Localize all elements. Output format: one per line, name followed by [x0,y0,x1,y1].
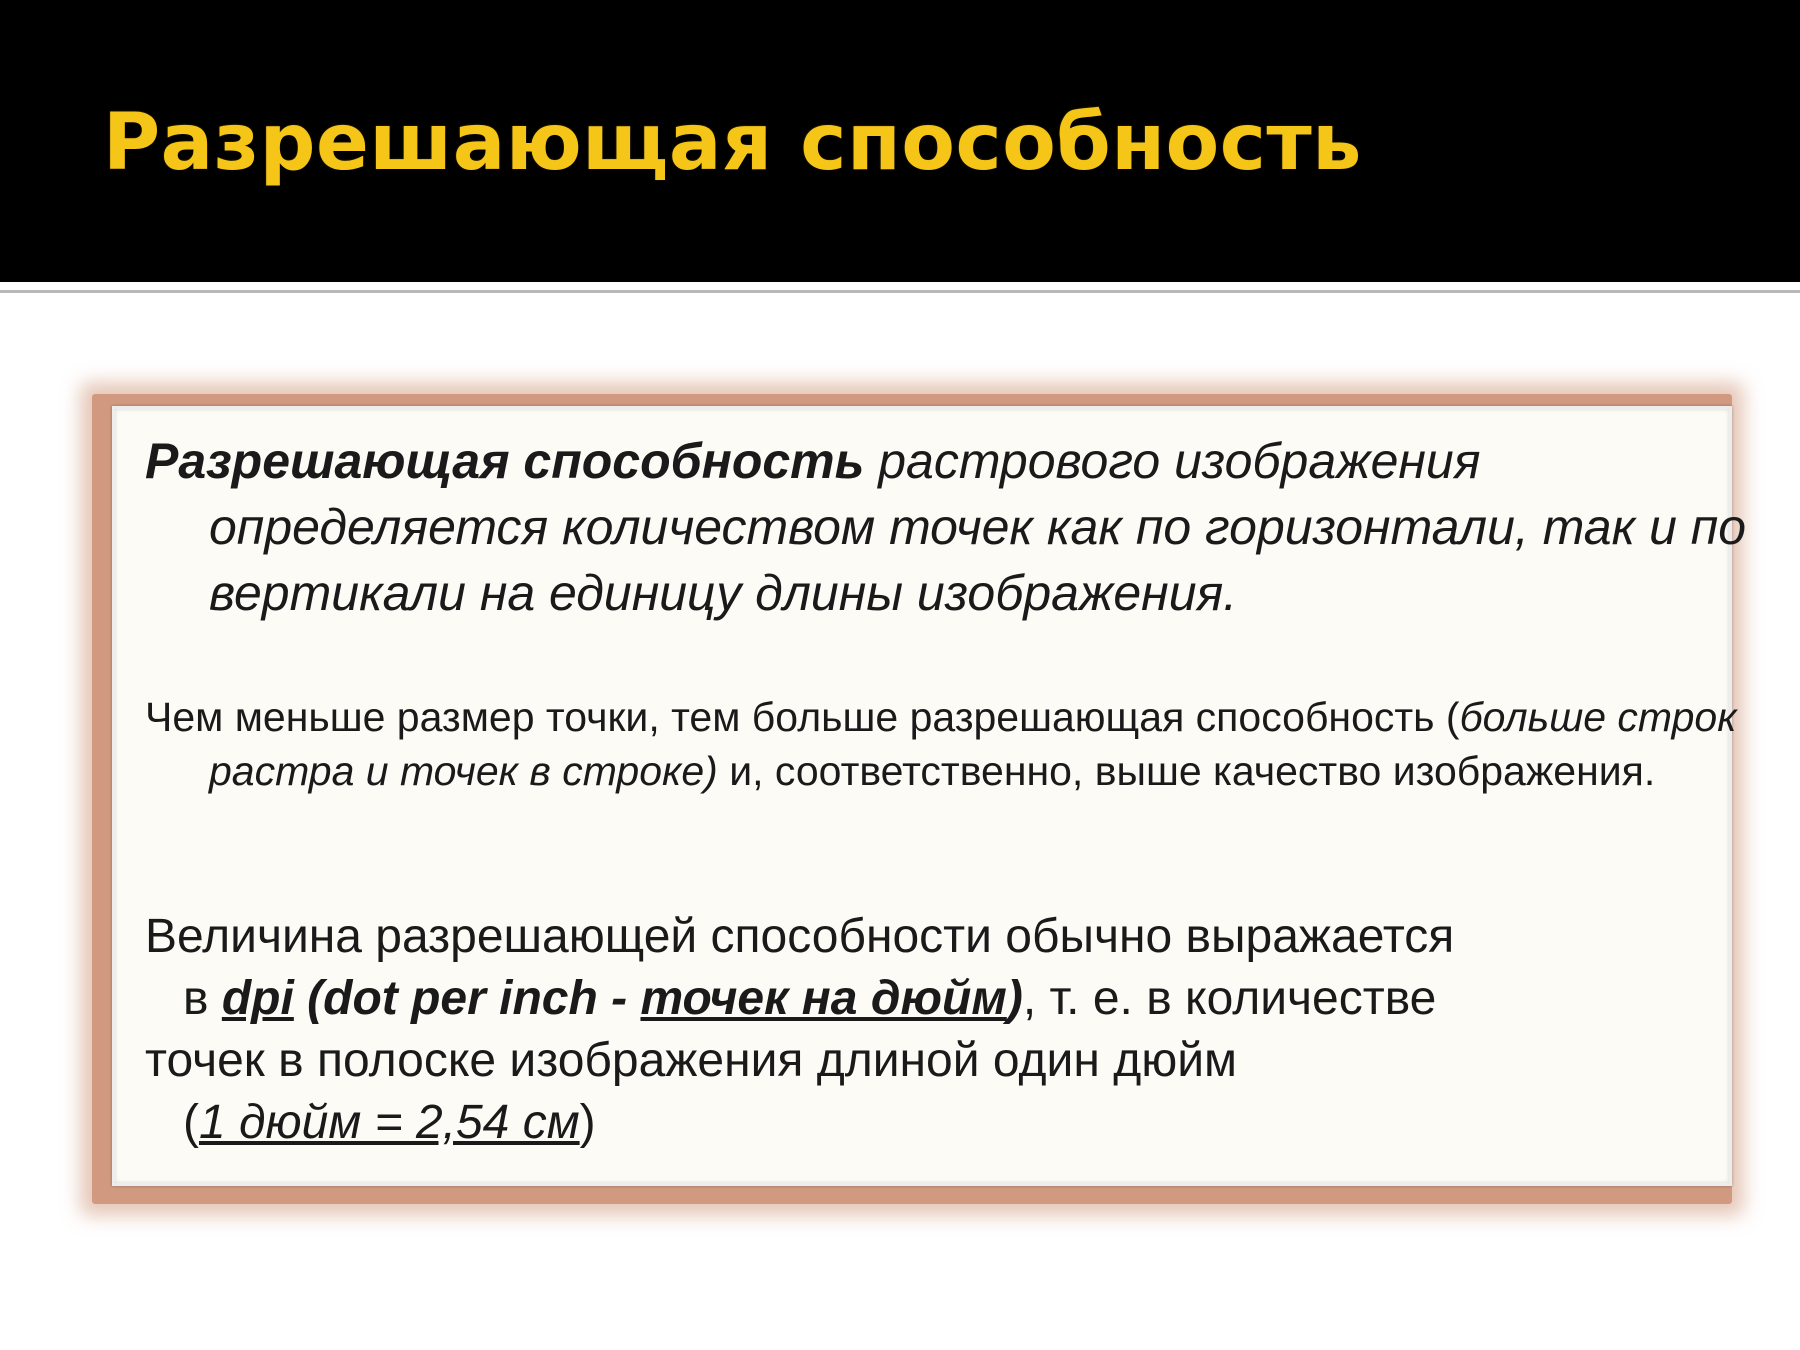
slide-title: Разрешающая способность [103,98,1363,188]
inch-equivalence: 1 дюйм = 2,54 см [198,1096,580,1149]
dpi-prefix: в [183,972,222,1025]
dpi-line-2-suffix: , т. е. в количестве [1022,972,1437,1025]
dpi-expansion-close: ) [1006,972,1023,1025]
dot-size-tail: и, соответственно, выше качество изображения. [717,748,1656,794]
dpi-line-2 [183,968,1749,1030]
dpi-term: dpi [221,972,294,1025]
inch-open-paren: ( [183,1096,199,1149]
definition-paragraph [145,428,1749,626]
dpi-russian-term: точек на дюйм [640,972,1007,1025]
dpi-line-4 [183,1092,1749,1154]
dpi-line-1: Величина разрешающей способности обычно выражается [145,910,1455,963]
header-divider [0,290,1800,293]
definition-text: растрового изображения определяется количеством точек как по горизонтали, так и по вертикали на единицу длины изображения. [209,433,1747,621]
dot-size-paragraph [145,690,1749,798]
dot-size-italic: больше строк растра и точек в строке) [209,694,1737,794]
dot-size-lead: Чем меньше размер точки, тем больше разрешающая способность ( [145,694,1460,740]
definition-term: Разрешающая способность [145,433,865,489]
dpi-paragraph [145,906,1749,1154]
dpi-line-3: точек в полоске изображения длиной один дюйм [145,1034,1238,1087]
dpi-expansion-open: (dot per inch - [293,972,641,1025]
inch-close-paren: ) [579,1096,596,1149]
